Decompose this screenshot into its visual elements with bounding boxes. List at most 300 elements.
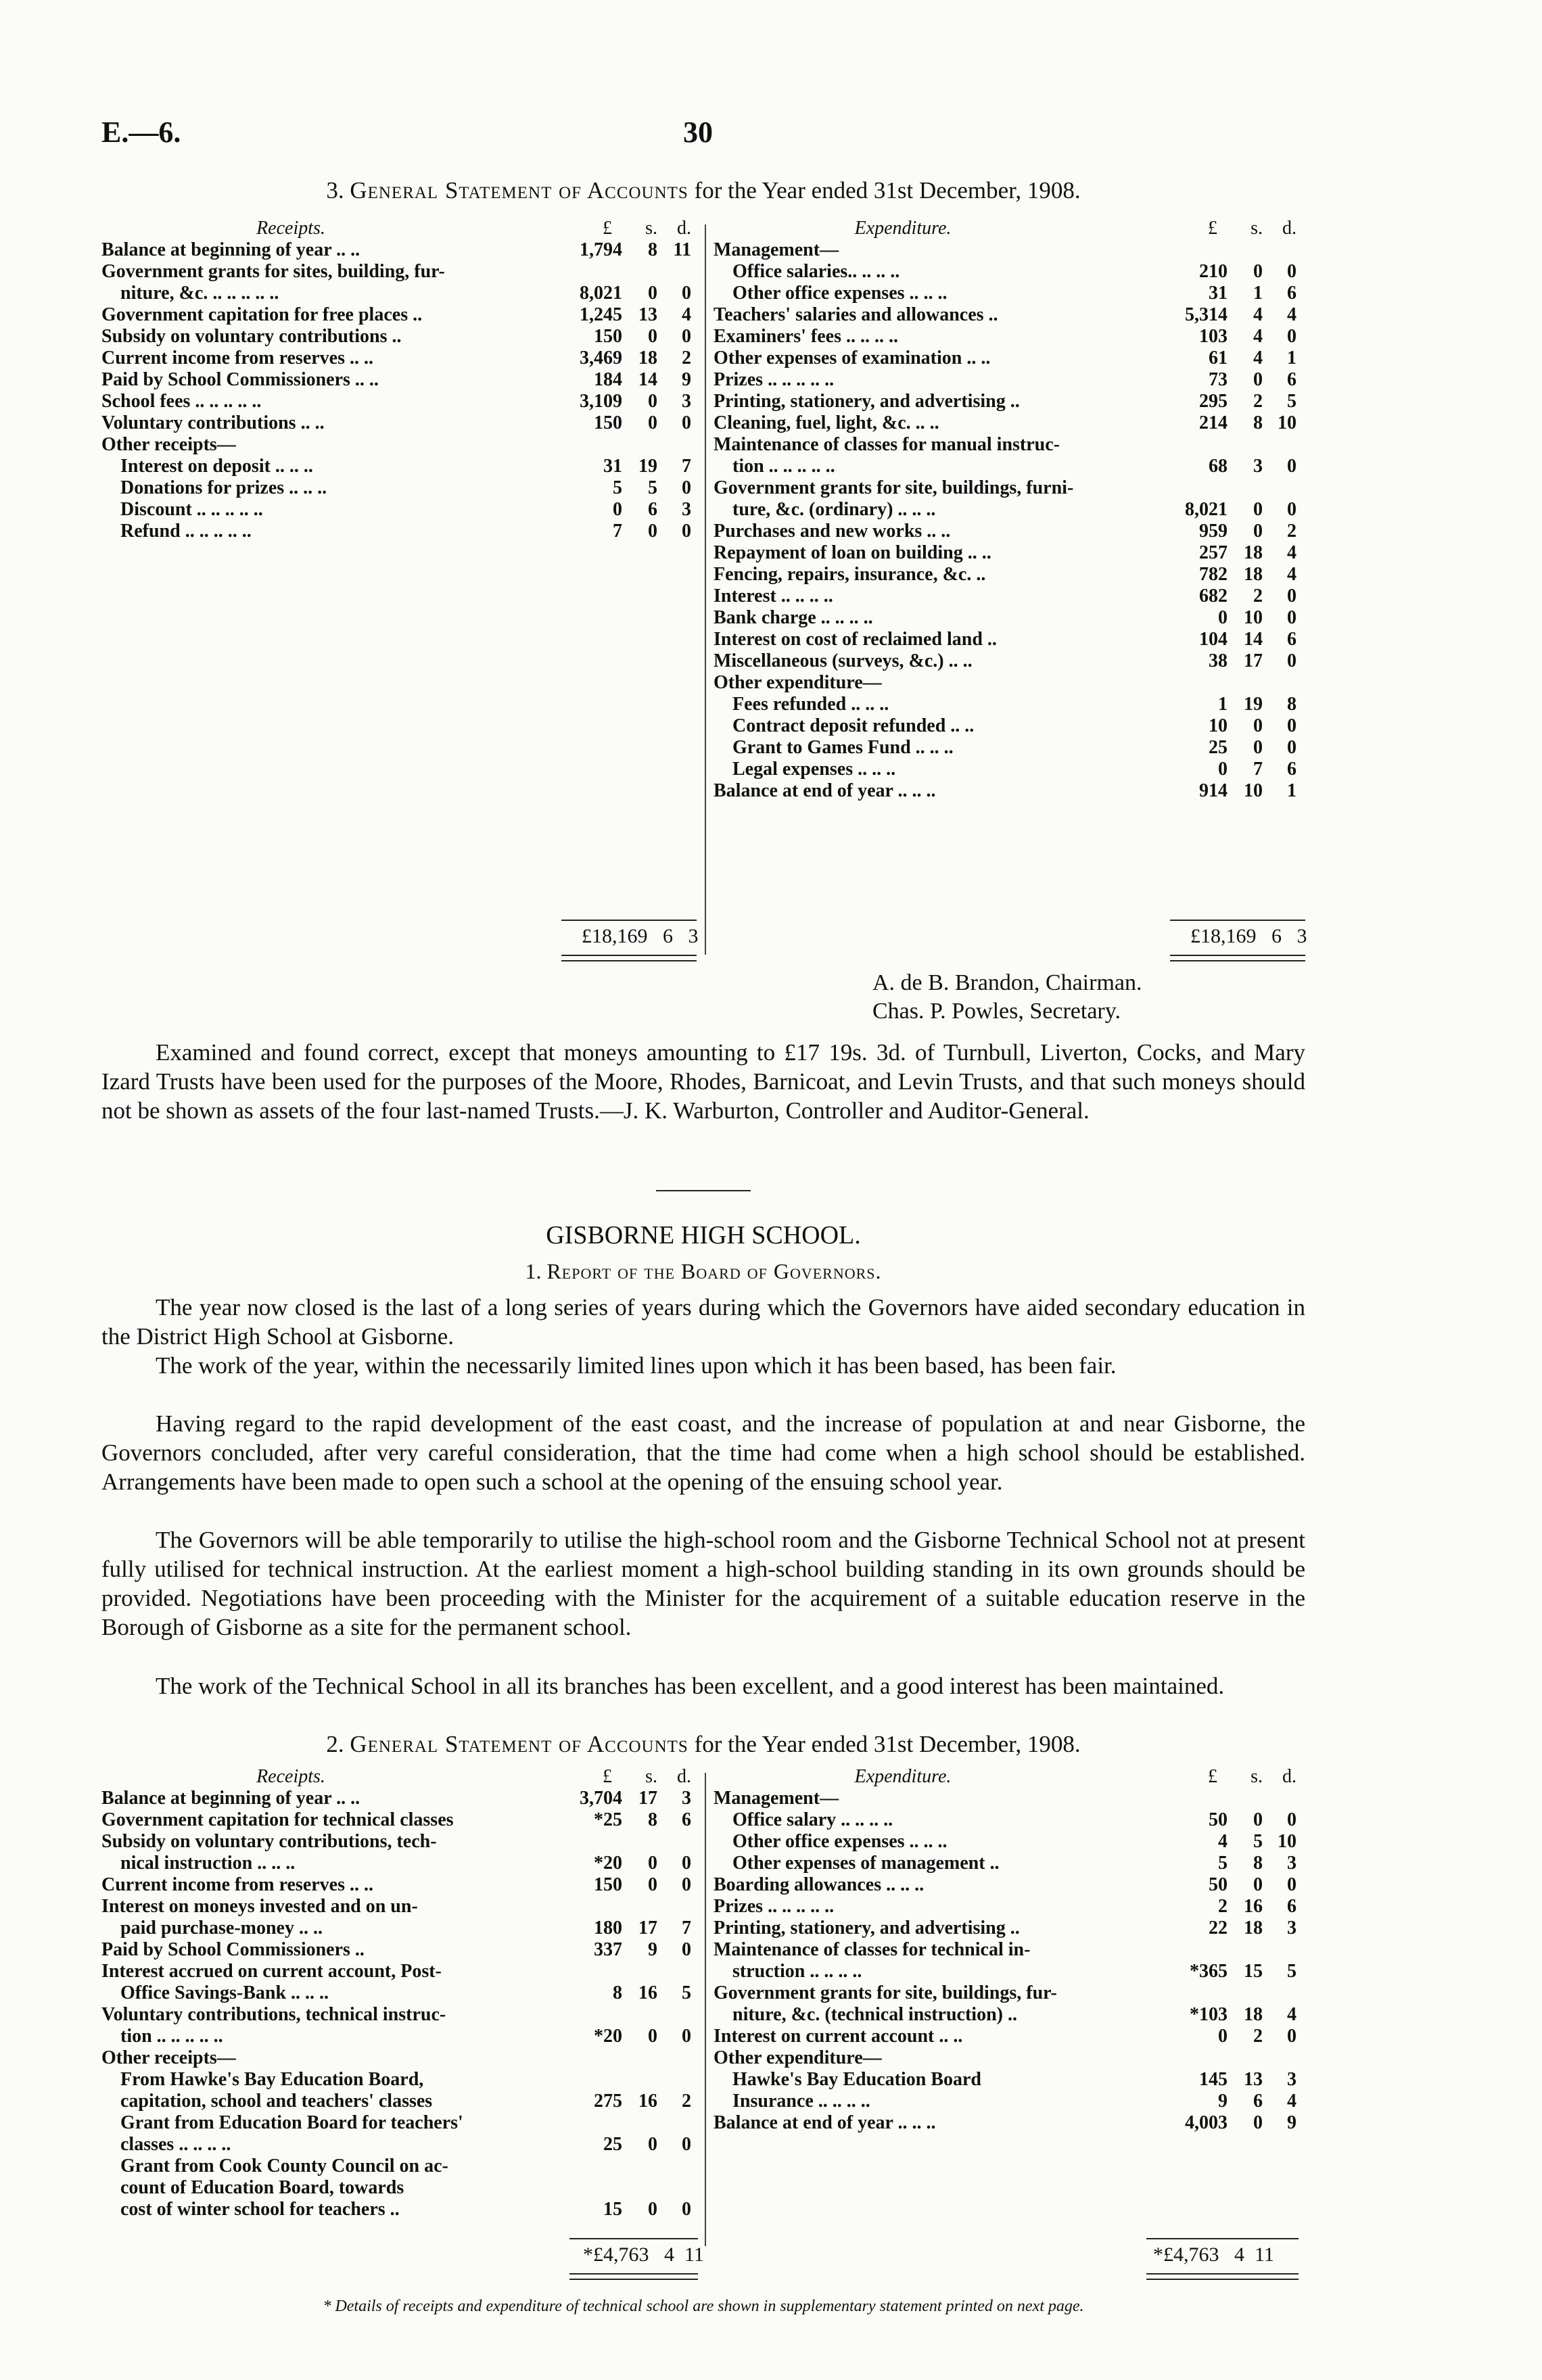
ledger-row [101, 391, 703, 412]
shillings-cell: 0 [1253, 737, 1263, 758]
shillings-cell: 4 [1253, 326, 1263, 347]
ledger-row [714, 304, 1305, 326]
shillings-cell: 14 [638, 369, 657, 390]
pence-cell: 0 [1287, 2026, 1296, 2047]
shillings-cell: 0 [1253, 521, 1263, 542]
ledger-label: Printing, stationery, and advertising .. [714, 391, 1020, 412]
ledger-label: Miscellaneous (surveys, &c.) .. .. [714, 650, 973, 671]
ledger-row [714, 261, 1305, 283]
shillings-cell: 0 [1253, 1809, 1263, 1830]
report-paragraph-2: The work of the year, within the necessarily limited lines upon which it has been based, has been fair. [156, 1352, 1117, 1379]
shillings-cell: 15 [1244, 1961, 1263, 1982]
shillings-cell: 0 [648, 2199, 657, 2220]
receipts-column-header: Receipts. £ s. d. [256, 218, 691, 239]
ledger-row [714, 348, 1305, 369]
ledger-label: Teachers' salaries and allowances .. [714, 304, 998, 325]
shillings-cell: 0 [648, 1874, 657, 1895]
pounds-cell: 3,469 [580, 348, 622, 368]
report-title: 1. Report of the Board of Governors. [525, 1259, 882, 1283]
pence-cell: 4 [1287, 304, 1296, 325]
pounds-cell: 31 [603, 456, 622, 477]
ledger-label: Other expenditure— [714, 2047, 882, 2068]
pence-cell: 4 [1287, 564, 1296, 585]
ledger-label: Grant from Cook County Council on ac- [120, 2156, 448, 2176]
ledger-label: Government capitation for technical classes [101, 1809, 454, 1830]
pence-cell: 0 [682, 1874, 691, 1895]
ledger-label: nical instruction .. .. .. [120, 1853, 296, 1874]
pence-cell: 0 [1287, 499, 1296, 520]
pounds-cell: 180 [594, 1918, 622, 1938]
ledger-label: Current income from reserves .. .. [101, 348, 373, 368]
ledger-row [714, 477, 1305, 499]
ledger-row [101, 1853, 703, 1874]
ledger-row [714, 434, 1305, 456]
ledger-row [714, 1809, 1305, 1831]
pounds-cell: 1,245 [580, 304, 622, 325]
ledger-row [101, 412, 703, 434]
ledger-row [101, 521, 703, 542]
ledger-label: Balance at beginning of year .. .. [101, 239, 360, 260]
pence-cell: 10 [1278, 1831, 1296, 1852]
pounds-cell: 8,021 [1185, 499, 1228, 520]
ledger-row [714, 2004, 1305, 2026]
ledger-row [101, 2047, 703, 2069]
pence-cell: 6 [1287, 629, 1296, 650]
statement2-ledger [101, 1766, 1305, 2239]
ledger-label: Government capitation for free places .. [101, 304, 423, 325]
ledger-label: Examiners' fees .. .. .. .. [714, 326, 898, 347]
pounds-cell: 1 [1218, 694, 1228, 715]
pounds-cell: 959 [1199, 521, 1228, 542]
ledger-row [714, 737, 1305, 759]
ledger-label: Office Savings-Bank .. .. .. [120, 1982, 329, 2003]
ledger-label: Interest on cost of reclaimed land .. [714, 629, 997, 650]
ledger-row [101, 326, 703, 348]
ledger-label: Interest accrued on current account, Post- [101, 1961, 442, 1982]
ledger-row [714, 2026, 1305, 2047]
ledger-row [101, 1874, 703, 1896]
pounds-cell: 782 [1199, 564, 1228, 585]
pence-cell: 2 [1287, 521, 1296, 542]
pounds-cell: 295 [1199, 391, 1228, 412]
ledger-row [714, 607, 1305, 629]
pounds-cell: 914 [1199, 780, 1228, 801]
pence-cell: 0 [682, 521, 691, 542]
audit-note: Examined and found correct, except that moneys amounting to £17 19s. 3d. of Turnbull, Liverton, Cocks, and Mary Izard Trusts have been used for the purposes of the Moore, Rhodes, Barnicoat, and Levin Trusts, and that such moneys should not be shown as assets of the four last-named Trusts.—J. K. Warburton, Controller and Auditor-General. [101, 1039, 1305, 1124]
shillings-cell: 0 [648, 1853, 657, 1874]
ledger-label: Other expenses of examination .. .. [714, 348, 991, 368]
ledger-label: Current income from reserves .. .. [101, 1874, 373, 1895]
report-paragraph-3: Having regard to the rapid development of the east coast, and the increase of population at and near Gisborne, the Governors concluded, after very careful consideration, that the time had come when a high school should be established. Arrangements have been made to open such a school at the opening of the ensuing school year. [101, 1410, 1305, 1495]
pounds-cell: *103 [1190, 2004, 1228, 2025]
pence-cell: 3 [1287, 2069, 1296, 2090]
pence-cell: 0 [1287, 737, 1296, 758]
ledger-label: Balance at beginning of year .. .. [101, 1788, 360, 1809]
shillings-cell: 17 [638, 1918, 657, 1938]
pence-cell: 6 [682, 1809, 691, 1830]
shillings-cell: 6 [1253, 2091, 1263, 2112]
pence-cell: 6 [1287, 1896, 1296, 1917]
secretary-signature: Chas. P. Powles, Secretary. [872, 999, 1121, 1024]
shillings-cell: 14 [1244, 629, 1263, 650]
pence-cell: 3 [682, 391, 691, 412]
ledger-row [101, 477, 703, 499]
shillings-cell: 3 [1253, 456, 1263, 477]
shillings-cell: 0 [648, 521, 657, 542]
shillings-cell: 18 [1244, 2004, 1263, 2025]
pence-cell: 0 [682, 2199, 691, 2220]
statement2-title: 2. General Statement of Accounts for the Year ended 31st December, 1908. [326, 1731, 1081, 1757]
ledger-row [714, 391, 1305, 412]
pence-cell: 5 [682, 1982, 691, 2003]
ledger-row [101, 1939, 703, 1961]
pence-cell: 3 [1287, 1853, 1296, 1874]
shillings-cell: 5 [648, 477, 657, 498]
pence-cell: 2 [682, 2091, 691, 2112]
ledger-row [714, 283, 1305, 304]
shillings-cell: 7 [1253, 759, 1263, 780]
shillings-cell: 19 [1244, 694, 1263, 715]
shillings-cell: 0 [1253, 1874, 1263, 1895]
ledger-label: Refund .. .. .. .. .. [120, 521, 252, 542]
pence-cell: 0 [682, 412, 691, 433]
pounds-cell: *25 [594, 1809, 622, 1830]
ledger-row [714, 1853, 1305, 1874]
shillings-cell: 0 [1253, 715, 1263, 736]
statement2-expenditure [714, 1766, 1305, 2134]
pounds-cell: 61 [1209, 348, 1228, 368]
shillings-cell: 16 [638, 1982, 657, 2003]
shillings-cell: 18 [638, 348, 657, 368]
ledger-label: count of Education Board, towards [120, 2177, 404, 2198]
pounds-cell: 150 [594, 1874, 622, 1895]
pounds-cell: 210 [1199, 261, 1228, 282]
ledger-label: Other expenses of management .. [732, 1853, 1000, 1874]
ledger-label: School fees .. .. .. .. .. [101, 391, 262, 412]
ledger-label: Discount .. .. .. .. .. [120, 499, 263, 520]
pence-cell: 3 [1287, 1918, 1296, 1938]
pence-cell: 10 [1278, 412, 1296, 433]
ledger-row [101, 499, 703, 521]
pence-cell: 3 [682, 1788, 691, 1809]
ledger-row [101, 2177, 703, 2199]
ledger-label: Fees refunded .. .. .. [732, 694, 889, 715]
ledger-label: Government grants for site, buildings, fur- [714, 1982, 1057, 2003]
ledger-row [101, 1982, 703, 2004]
pence-cell: 9 [1287, 2112, 1296, 2133]
pence-cell: 0 [1287, 650, 1296, 671]
ledger-row [714, 1961, 1305, 1982]
pounds-cell: 38 [1209, 650, 1228, 671]
ledger-row [714, 542, 1305, 564]
page-number: 30 [683, 116, 713, 149]
pence-cell: 8 [1287, 694, 1296, 715]
pence-cell: 0 [682, 1853, 691, 1874]
shillings-cell: 8 [1253, 412, 1263, 433]
ledger-label: Other office expenses .. .. .. [732, 283, 948, 304]
pence-cell: 0 [1287, 1809, 1296, 1830]
pence-cell: 6 [1287, 283, 1296, 304]
pence-cell: 7 [682, 1918, 691, 1938]
shillings-cell: 2 [1253, 391, 1263, 412]
ledger-label: From Hawke's Bay Education Board, [120, 2069, 424, 2090]
pounds-cell: 4 [1218, 1831, 1228, 1852]
ledger-row [714, 586, 1305, 607]
ledger-row [101, 2091, 703, 2112]
shillings-cell: 0 [1253, 2112, 1263, 2133]
ledger-label: Contract deposit refunded .. .. [732, 715, 975, 736]
ledger-label: Cleaning, fuel, light, &c. .. .. [714, 412, 939, 433]
ledger-label: Repayment of loan on building .. .. [714, 542, 991, 563]
pence-cell: 0 [682, 1939, 691, 1960]
statement1-ledger [101, 218, 1305, 948]
pounds-cell: 31 [1209, 283, 1228, 304]
pounds-cell: *365 [1190, 1961, 1228, 1982]
shillings-cell: 18 [1244, 1918, 1263, 1938]
shillings-cell: 18 [1244, 564, 1263, 585]
ledger-label: Fencing, repairs, insurance, &c. .. [714, 564, 986, 585]
ledger-label: Grant to Games Fund .. .. .. [732, 737, 954, 758]
shillings-cell: 5 [1253, 1831, 1263, 1852]
pounds-cell: *20 [594, 2026, 622, 2047]
ledger-row [101, 2199, 703, 2220]
ledger-row [101, 2156, 703, 2177]
pence-cell: 9 [682, 369, 691, 390]
ledger-label: niture, &c. (technical instruction) .. [732, 2004, 1017, 2025]
pence-cell: 1 [1287, 780, 1296, 801]
ledger-row [101, 2112, 703, 2134]
statement1-title: 3. General Statement of Accounts for the Year ended 31st December, 1908. [326, 177, 1081, 204]
ledger-row [714, 1788, 1305, 1809]
pounds-cell: 10 [1209, 715, 1228, 736]
ledger-row [101, 434, 703, 456]
pounds-cell: 5 [613, 477, 622, 498]
ledger-label: Boarding allowances .. .. .. [714, 1874, 925, 1895]
pence-cell: 4 [682, 304, 691, 325]
pence-cell: 5 [1287, 391, 1296, 412]
pounds-cell: 275 [594, 2091, 622, 2112]
pence-cell: 0 [682, 283, 691, 304]
shillings-cell: 13 [638, 304, 657, 325]
ledger-row [101, 1831, 703, 1853]
pence-cell: 0 [1287, 1874, 1296, 1895]
pence-cell: 6 [1287, 369, 1296, 390]
shillings-cell: 0 [648, 326, 657, 347]
column-divider [705, 1773, 706, 2246]
ledger-label: Prizes .. .. .. .. .. [714, 369, 835, 390]
school-name: GISBORNE HIGH SCHOOL. [546, 1221, 861, 1250]
pence-cell: 5 [1287, 1961, 1296, 1982]
ledger-label: classes .. .. .. .. [120, 2134, 231, 2155]
shillings-cell: 10 [1244, 780, 1263, 801]
ledger-label: Other office expenses .. .. .. [732, 1831, 948, 1852]
pounds-cell: 4,003 [1185, 2112, 1228, 2133]
shillings-cell: 13 [1244, 2069, 1263, 2090]
shillings-cell: 0 [1253, 499, 1263, 520]
ledger-label: Paid by School Commissioners .. .. [101, 369, 379, 390]
pounds-cell: 145 [1199, 2069, 1228, 2090]
ledger-row [714, 499, 1305, 521]
ledger-label: struction .. .. .. .. [732, 1961, 862, 1982]
ledger-label: Government grants for site, buildings, furni- [714, 477, 1074, 498]
ledger-row [101, 369, 703, 391]
ledger-row [714, 1896, 1305, 1918]
ledger-label: niture, &c. .. .. .. .. .. [120, 283, 279, 304]
shillings-cell: 16 [638, 2091, 657, 2112]
pence-cell: 1 [1287, 348, 1296, 368]
ledger-label: Purchases and new works .. .. [714, 521, 951, 542]
ledger-row [714, 2091, 1305, 2112]
ledger-row [714, 239, 1305, 261]
pounds-cell: 214 [1199, 412, 1228, 433]
ledger-row [714, 780, 1305, 802]
pounds-cell: 15 [603, 2199, 622, 2220]
pounds-cell: 50 [1209, 1874, 1228, 1895]
footnote: * Details of receipts and expenditure of technical school are shown in supplementary statement printed on next page. [323, 2298, 1084, 2315]
statement2-receipts-total: *£4,763 4 11 [583, 2243, 718, 2270]
pounds-cell: 0 [613, 499, 622, 520]
statement1-receipts [101, 218, 703, 542]
ledger-row [101, 1918, 703, 1939]
pence-cell: 11 [673, 239, 691, 260]
pence-cell: 4 [1287, 542, 1296, 563]
column-divider [705, 224, 706, 955]
pounds-cell: 150 [594, 326, 622, 347]
pounds-cell: 682 [1199, 586, 1228, 606]
shillings-cell: 16 [1244, 1896, 1263, 1917]
shillings-cell: 1 [1253, 283, 1263, 304]
pence-cell: 3 [682, 499, 691, 520]
ledger-row [101, 239, 703, 261]
expenditure-column-header: Expenditure. £ s. d. [854, 218, 1296, 239]
ledger-label: Bank charge .. .. .. .. [714, 607, 873, 628]
shillings-cell: 0 [1253, 369, 1263, 390]
pounds-cell: 3,109 [580, 391, 622, 412]
shillings-cell: 6 [648, 499, 657, 520]
ledger-row [714, 1918, 1305, 1939]
ledger-row [714, 2069, 1305, 2091]
ledger-row [714, 564, 1305, 586]
shillings-cell: 9 [648, 1939, 657, 1960]
ledger-label: Other expenditure— [714, 672, 882, 693]
ledger-label: Donations for prizes .. .. .. [120, 477, 327, 498]
ledger-row [714, 1982, 1305, 2004]
ledger-label: Interest .. .. .. .. [714, 586, 833, 606]
pence-cell: 0 [1287, 326, 1296, 347]
ledger-label: Legal expenses .. .. .. [732, 759, 896, 780]
statement2-expenditure-total: *£4,763 4 11 [1153, 2243, 1315, 2270]
ledger-label: Voluntary contributions, technical instruc- [101, 2004, 446, 2025]
pounds-cell: 22 [1209, 1918, 1228, 1938]
pounds-cell: 25 [1209, 737, 1228, 758]
pence-cell: 0 [1287, 607, 1296, 628]
shillings-cell: 8 [648, 239, 657, 260]
ledger-row [714, 650, 1305, 672]
shillings-cell: 17 [1244, 650, 1263, 671]
shillings-cell: 4 [1253, 348, 1263, 368]
ledger-label: Prizes .. .. .. .. .. [714, 1896, 835, 1917]
pounds-cell: 184 [594, 369, 622, 390]
pence-cell: 0 [1287, 586, 1296, 606]
ledger-row [714, 1874, 1305, 1896]
ledger-row [714, 715, 1305, 737]
pounds-cell: 73 [1209, 369, 1228, 390]
report-paragraph-4: The Governors will be able temporarily to utilise the high-school room and the Gisborne Technical School not at present fully utilised for technical instruction. At the earliest moment a high-school building standing in its own grounds should be provided. Negotiations have been proceeding with the Minister for the acquirement of a suitable education reserve in the Borough of Gisborne as a site for the permanent school. [101, 1527, 1305, 1640]
report-paragraph-5: The work of the Technical School in all its branches has been excellent, and a good interest has been maintained. [156, 1673, 1225, 1699]
ledger-label: Office salary .. .. .. .. [732, 1809, 893, 1830]
ledger-label: Subsidy on voluntary contributions, tech- [101, 1831, 437, 1852]
ledger-row [714, 456, 1305, 477]
pence-cell: 0 [682, 2134, 691, 2155]
shillings-cell: 0 [648, 391, 657, 412]
pence-cell: 0 [1287, 261, 1296, 282]
ledger-label: Maintenance of classes for manual instruc- [714, 434, 1060, 455]
pence-cell: 7 [682, 456, 691, 477]
pounds-cell: 2 [1218, 1896, 1228, 1917]
pence-cell: 0 [1287, 456, 1296, 477]
pence-cell: 4 [1287, 2091, 1296, 2112]
pence-cell: 4 [1287, 2004, 1296, 2025]
shillings-cell: 10 [1244, 607, 1263, 628]
pounds-cell: 257 [1199, 542, 1228, 563]
pounds-cell: 7 [613, 521, 622, 542]
ledger-row [714, 1831, 1305, 1853]
shillings-cell: 2 [1253, 2026, 1263, 2047]
ledger-label: Management— [714, 1788, 839, 1809]
pounds-cell: 68 [1209, 456, 1228, 477]
statement1-expenditure [714, 218, 1305, 802]
ledger-label: Maintenance of classes for technical in- [714, 1939, 1031, 1960]
ledger-label: Other receipts— [101, 2047, 236, 2068]
ledger-label: paid purchase-money .. .. [120, 1918, 323, 1938]
statement2-receipts [101, 1766, 703, 2220]
ledger-row [101, 283, 703, 304]
ledger-row [714, 759, 1305, 780]
pounds-cell: 8 [613, 1982, 622, 2003]
ledger-row [101, 261, 703, 283]
ledger-row [101, 1809, 703, 1831]
shillings-cell: 8 [648, 1809, 657, 1830]
ledger-row [101, 348, 703, 369]
statement1-receipts-total: £18,169 6 3 [582, 925, 717, 952]
ledger-label: Office salaries.. .. .. .. [732, 261, 900, 282]
pounds-cell: 337 [594, 1939, 622, 1960]
ledger-row [101, 2004, 703, 2026]
pounds-cell: 0 [1218, 759, 1228, 780]
pounds-cell: 0 [1218, 2026, 1228, 2047]
ledger-row [101, 1896, 703, 1918]
shillings-cell: 0 [648, 2026, 657, 2047]
pounds-cell: 5 [1218, 1853, 1228, 1874]
ledger-label: Subsidy on voluntary contributions .. [101, 326, 402, 347]
ledger-label: tion .. .. .. .. .. [732, 456, 835, 477]
ledger-row [101, 1788, 703, 1809]
shillings-cell: 0 [648, 412, 657, 433]
ledger-row [714, 2112, 1305, 2134]
shillings-cell: 8 [1253, 1853, 1263, 1874]
section-rule [656, 1190, 751, 1191]
report-paragraph-1: The year now closed is the last of a long series of years during which the Governors have aided secondary education in the District High School at Gisborne. [101, 1294, 1305, 1350]
pounds-cell: 103 [1199, 326, 1228, 347]
ledger-label: Interest on current account .. .. [714, 2026, 963, 2047]
ledger-label: Grant from Education Board for teachers' [120, 2112, 463, 2133]
ledger-label: Paid by School Commissioners .. [101, 1939, 365, 1960]
pence-cell: 0 [682, 326, 691, 347]
pounds-cell: 8,021 [580, 283, 622, 304]
pounds-cell: 150 [594, 412, 622, 433]
pence-cell: 2 [682, 348, 691, 368]
ledger-label: Hawke's Bay Education Board [732, 2069, 981, 2090]
